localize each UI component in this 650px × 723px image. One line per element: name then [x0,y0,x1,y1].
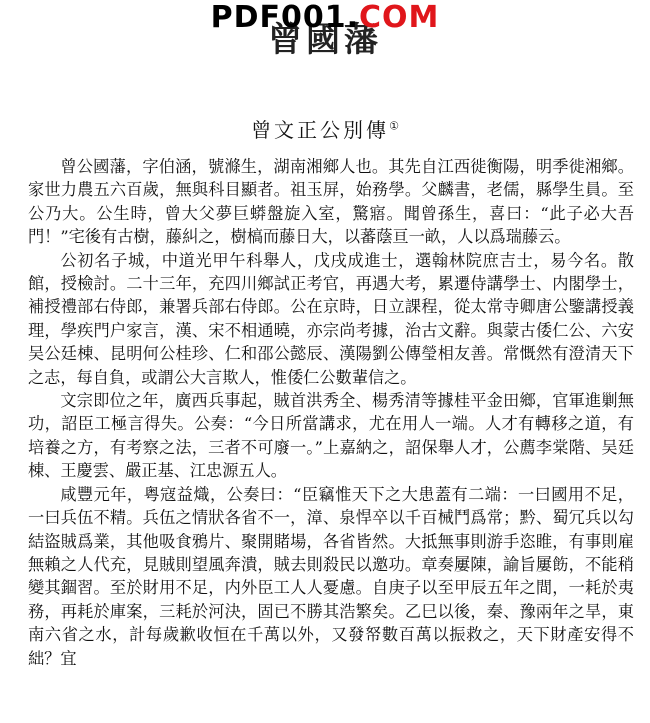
paragraph-1: 曾公國藩，字伯涵，號滌生，湖南湘鄉人也。其先自江西徙衡陽，明季徙湘鄉。家世力農五六百歲，無與科目顯者。祖玉屏，始務學。父麟書，老儒，縣學生員。至公乃大。公生時，曾大父夢巨蟒盤旋入室，驚寤。聞曾孫生，喜曰：“此子必大吾門！”宅後有古樹，藤糾之，樹槁而藤日大，以蕃蔭亘一畝，人以爲瑞藤云。 [28,157,634,247]
paragraph-2: 公初名子城，中道光甲午科舉人，戊戌成進士，選翰林院庶吉士，易今名。散館，授檢討。二十三年，充四川鄉試正考官，再遇大考，累遷侍講學士、内閣學士，補授禮部右侍郎，兼署兵部右侍郎。公在京時，日立課程，從太常寺卿唐公鑒講授義理，學疾門户家言，漢、宋不相通曉，亦宗尚考據，治古文辭。與蒙古倭仁公、六安吴公廷棟、昆明何公桂珍、仁和邵公懿辰、漢陽劉公傳瑩相友善。常慨然有澄清天下之志，每自負，或謂公大言欺人，惟倭仁公數輩信之。 [28,250,634,387]
watermark-text-red: COM [359,0,440,35]
article-title-text: 曾文正公別傳 [251,118,390,142]
chapter-title: 曾國藩 [268,20,382,60]
footnote-mark: ① [389,119,399,133]
watermark [0,0,650,35]
article-body [28,155,634,670]
paragraph-3: 文宗即位之年，廣西兵事起，賊首洪秀全、楊秀清等據桂平金田鄉，官軍進剿無功，詔臣工極言得失。公奏：“今日所當講求，尤在用人一端。人才有轉移之道，有培養之方，有考察之法，三者不可廢一。”上嘉納之，詔保舉人才，公薦李棠階、吴廷棟、王慶雲、嚴正基、江忠源五人。 [28,391,634,481]
watermark-text-black: PDF001. [210,0,360,35]
paragraph-4: 咸豐元年，粤寇益熾，公奏曰：“臣竊惟天下之大患蓋有二端：一曰國用不足，一曰兵伍不精。兵伍之情狀各省不一，漳、泉悍卒以千百械鬥爲常；黔、蜀冗兵以勾結盜賊爲業，其他吸食鴉片、聚開賭場，各省皆然。大抵無事則游手恣睢，有事則雇無賴之人代充，見賊則望風奔潰，賊去則殺民以邀功。章奏屢陳，諭旨屢飭，不能稍變其錮習。至於財用不足，内外臣工人人憂慮。自庚子以至甲辰五年之間，一耗於夷務，再耗於庫案，三耗於河決，固已不勝其浩繁矣。乙巳以後，秦、豫兩年之旱，東南六省之水，計每歲歉收恒在千萬以外，又發帑數百萬以振救之，天下財產安得不絀？宜 [28,484,634,668]
article-title [0,114,650,143]
